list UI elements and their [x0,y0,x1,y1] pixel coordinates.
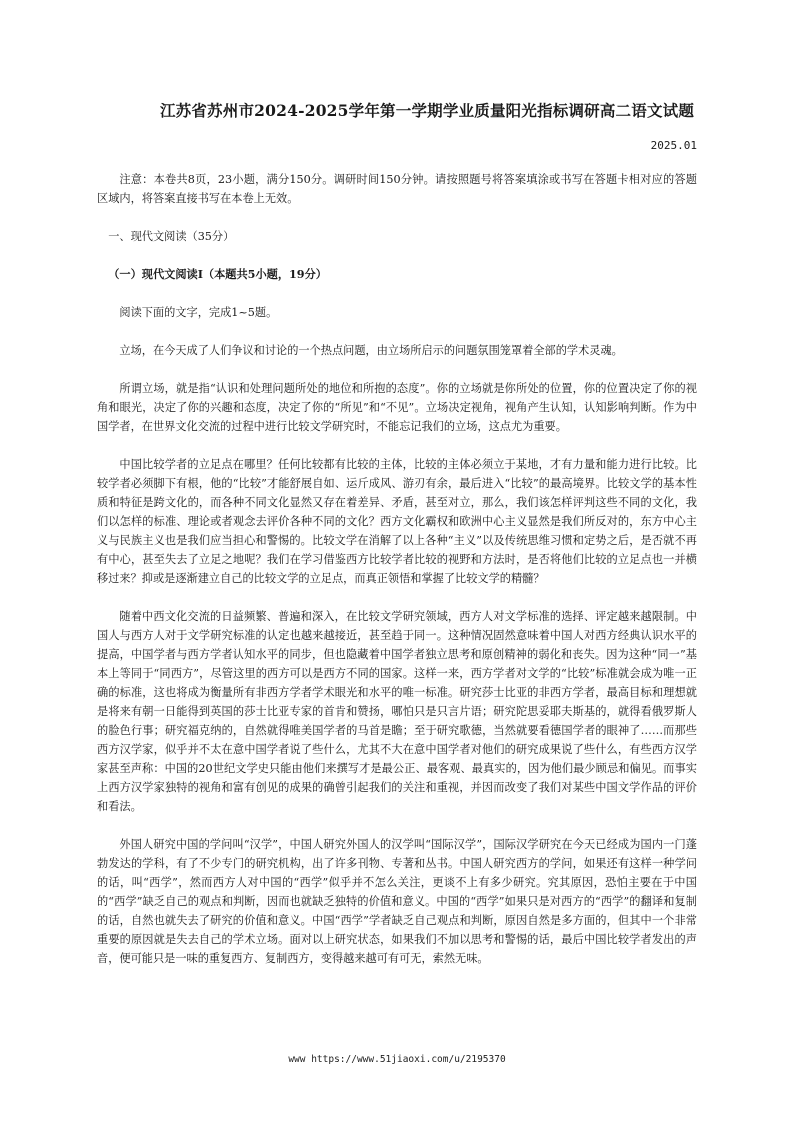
section-heading: 一、现代文阅读（35分） [108,230,235,243]
passage-paragraph-3: 中国比较学者的立足点在哪里？任何比较都有比较的主体，比较的主体必须立于某地，才有力量和能力进行比较。比较学者必须脚下有根，他的“比较”才能舒展自如、运斤成风、游刃有余，最后进入“比较”的最高境界。比较文学的基本性质和特征是跨文化的，而各种不同文化显然又存在着差异、矛盾，甚至对立，那么，我们该怎样评判这些不同的文化，我们以怎样的标准、理论或者观念去评价各种不同的文化？西方文化霸权和欧洲中心主义显然是我们所反对的，东方中心主义与民族主义也是我们应当担心和警惕的。比较文学在消解了以上各种“主义”以及传统思维习惯和定势之后，是否就不再有中心，甚至失去了立足之地呢？我们在学习借鉴西方比较学者比较的视野和方法时，是否将他们比较的立足点也一并横移过来？抑或是逐渐建立自己的比较文学的立足点，而真正领悟和掌握了比较文学的精髓？ [97,458,697,585]
footer-watermark-link: www https://www.51jiaoxi.com/u/2195370 [288,1054,506,1065]
exam-date: 2025.01 [650,139,697,152]
subsection-heading: （一）现代文阅读Ⅰ（本题共5小题，19分） [108,267,327,281]
passage-paragraph-4: 随着中西文化交流的日益频繁、普遍和深入，在比较文学研究领域，西方人对文学标准的选择、评定越来越限制。中国人与西方人对于文学研究标准的认定也越来越接近，甚至趋于同一。这种情况固然意味着中国人对西方经典认识水平的提高，中国学者与西方学者认知水平的同步，但也隐藏着中国学者独立思考和原创精神的弱化和丧失。因为这种“同一”基本上等同于“同西方”，尽管这里的西方可以是西方不同的国家。这样一来，西方学者对文学的“比较”标准就会成为唯一正确的标准，这也将成为衡量所有非西方学者学术眼光和水平的唯一标准。研究莎士比亚的非西方学者，最高目标和理想就是将来有朝一日能得到英国的莎士比亚专家的首肯和赞扬，哪怕只是只言片语；研究陀思妥耶夫斯基的，就得看俄罗斯人的脸色行事；研究福克纳的，自然就得唯美国学者的马首是瞻；至于研究歌德，当然就要看德国学者的眼神了……而那些西方汉学家，似乎并不太在意中国学者说了些什么，尤其不大在意中国学者对他们的研究成果说了些什么，有些西方汉学家甚至声称：中国的20世纪文学史只能由他们来撰写才是最公正、最客观、最真实的，因为他们最少顾忌和偏见。而事实上西方汉学家独特的视角和富有创见的成果的确曾引起我们的关注和重视，并因而改变了我们对某些中国文学作品的评价和看法。 [97,610,697,813]
passage-paragraph-5: 外国人研究中国的学问叫“汉学”，中国人研究外国人的汉学叫“国际汉学”，国际汉学研究在今天已经成为国内一门蓬勃发达的学科，有了不少专门的研究机构，出了许多刊物、专著和丛书。中国人研究西方的学问，如果还有这样一种学问的话，叫“西学”，然而西方人对中国的“西学”似乎并不怎么关注，更谈不上有多少研究。究其原因，恐怕主要在于中国的“西学”缺乏自己的观点和判断，因而也就缺乏独特的价值和意义。中国的“西学”如果只是对西方的“西学”的翻译和复制的话，自然也就失去了研究的价值和意义。中国“西学”学者缺乏自己观点和判断，原因自然是多方面的，但其中一个非常重要的原因就是失去自己的学术立场。面对以上研究状态，如果我们不加以思考和警惕的话，最后中国比较学者发出的声音，便可能只是一味的重复西方、复制西方，变得越来越可有可无，索然无味。 [97,838,697,965]
reading-instruction: 阅读下面的文字，完成1~5题。 [119,306,278,319]
passage-paragraph-2: 所谓立场，就是指“认识和处理问题所处的地位和所抱的态度”。你的立场就是你所处的位置，你的位置决定了你的视角和眼光，决定了你的兴趣和态度，决定了你的“所见”和“不见”。立场决定视角，视角产生认知，认知影响判断。作为中国学者，在世界文化交流的过程中进行比较文学研究时，不能忘记我们的立场，这点尤为重要。 [97,382,697,433]
passage-paragraph-1: 立场，在今天成了人们争议和讨论的一个热点问题，由立场所启示的问题氛围笼罩着全部的学术灵魂。 [119,344,623,357]
exam-title: 江苏省苏州市2024-2025学年第一学期学业质量阳光指标调研高二语文试题 [159,101,695,120]
exam-notice: 注意：本卷共8页，23小题，满分150分。调研时间150分钟。请按照题号将答案填涂或书写在答题卡相对应的答题区域内，将答案直接书写在本卷上无效。 [97,173,697,205]
exam-body [97,170,697,987]
